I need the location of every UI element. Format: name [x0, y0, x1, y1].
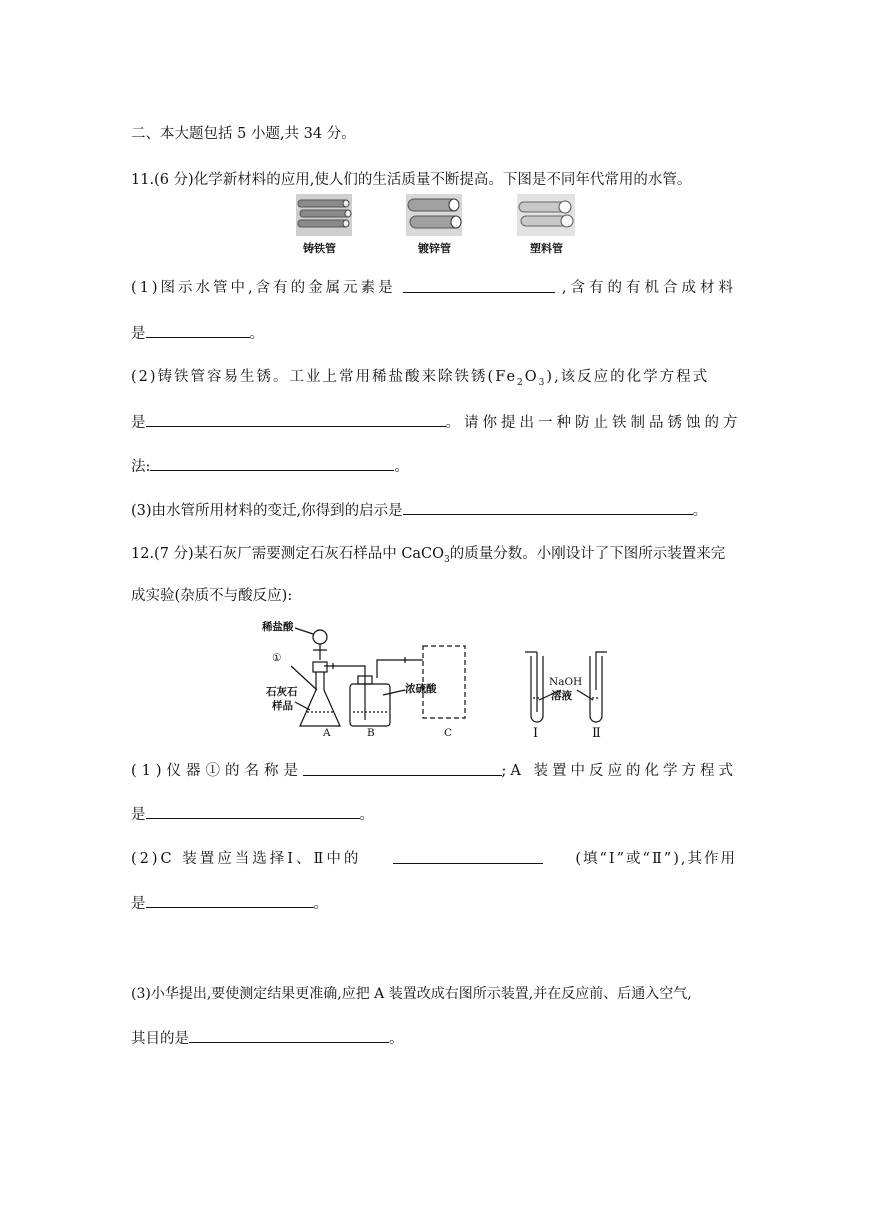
label-instrument-1: ① [272, 652, 282, 664]
label-solution: 溶液 [551, 690, 572, 702]
q11-part1-line1 [131, 278, 737, 298]
q12-part3-line2: 其目的是 。 [131, 1028, 404, 1049]
label-sample: 样品 [272, 700, 293, 712]
q12-part2-line2: 是 。 [131, 893, 328, 914]
plastic-pipe-image [517, 194, 575, 236]
q11-p2-a: (2)铸铁管容易生锈。工业上常用稀盐酸来除铁锈$(Fe_2O_3)$,该反应的化学方程式 [131, 369, 710, 388]
q11-part2-line1 [131, 367, 737, 393]
q11-blank-1[interactable] [403, 278, 555, 293]
pipe-label-cast-iron: 铸铁管 [303, 242, 336, 255]
q11-part1-line2: 是 。 [131, 323, 264, 344]
q12-blank-1[interactable] [303, 761, 501, 776]
q11-blank-5[interactable] [403, 500, 693, 515]
q11-stem: 11.(6 分)化学新材料的应用,使人们的生活质量不断提高。下图是不同年代常用的水管。 [131, 172, 692, 188]
section-title: 二、本大题包括 5 小题,共 34 分。 [131, 126, 356, 142]
q11-blank-2[interactable] [146, 323, 250, 338]
q11-part3: (3)由水管所用材料的变迁,你得到的启示是 。 [131, 500, 707, 521]
q12-part1-line1: (1)仪器①的名称是 ;A 装置中反应的化学方程式 [131, 763, 737, 779]
q12-blank-2[interactable] [146, 804, 360, 819]
q12-stem-line2: 成实验(杂质不与酸反应): [131, 588, 293, 604]
q12-stem-line1: 12.(7 分)某石灰厂需要测定石灰石样品中 CaCO$_3$的质量分数。小刚设计了下图所示装置来完 [131, 546, 726, 565]
galvanized-pipe-image [406, 194, 462, 236]
label-conc-h2so4: 浓硫酸 [405, 683, 437, 695]
q11-p1-a: (1)图示水管中,含有的金属元素是 [131, 280, 396, 296]
q11-blank-3[interactable] [146, 412, 446, 427]
q12-part2-line1: (2)C 装置应当选择Ⅰ、Ⅱ中的 (填“Ⅰ”或“Ⅱ”),其作用 [131, 851, 737, 867]
cast-iron-pipe-image [296, 194, 352, 236]
q11-part2-line2: 是 。请你提出一种防止铁制品锈蚀的方 [131, 412, 742, 433]
q12-blank-3[interactable] [393, 849, 543, 864]
pipe-label-plastic: 塑料管 [530, 242, 563, 255]
label-naoh: NaOH [549, 676, 583, 688]
q12-part1-line2: 是 。 [131, 804, 374, 825]
label-I: Ⅰ [533, 726, 539, 741]
label-B: B [367, 727, 375, 739]
q12-blank-4[interactable] [146, 893, 314, 908]
label-A: A [323, 727, 331, 739]
q11-part2-line3: 法: 。 [131, 456, 409, 477]
q11-p1-b: ,含有的有机合成材料 [561, 280, 737, 296]
label-II: Ⅱ [592, 726, 601, 741]
label-limestone: 石灰石 [266, 686, 298, 698]
q11-blank-4[interactable] [150, 456, 394, 471]
label-dilute-hcl: 稀盐酸 [262, 621, 294, 633]
label-C: C [444, 727, 453, 739]
pipe-label-galvanized: 镀锌管 [418, 242, 451, 255]
q12-blank-5[interactable] [189, 1028, 389, 1043]
q12-part3-line1: (3)小华提出,要使测定结果更准确,应把 A 装置改成右图所示装置,并在反应前、后通入空气, [131, 986, 692, 1002]
